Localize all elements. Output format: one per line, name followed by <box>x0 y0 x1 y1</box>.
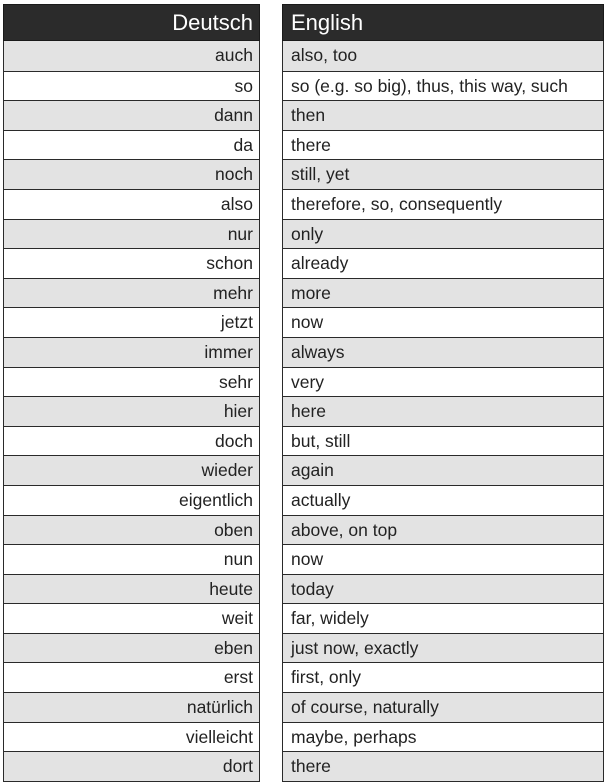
english-translation-cell: still, yet <box>283 159 603 189</box>
german-word-cell: auch <box>4 41 259 71</box>
english-translation-cell: above, on top <box>283 515 603 545</box>
german-word-cell: natürlich <box>4 692 259 722</box>
german-word-cell: vielleicht <box>4 722 259 752</box>
english-translation-cell: of course, naturally <box>283 692 603 722</box>
german-word-cell: nur <box>4 219 259 249</box>
german-word-cell: sehr <box>4 367 259 397</box>
english-rows <box>282 41 604 782</box>
german-word-cell: dort <box>4 751 259 781</box>
german-word-cell: nun <box>4 544 259 574</box>
german-word-cell: hier <box>4 396 259 426</box>
german-word-cell: jetzt <box>4 307 259 337</box>
german-word-cell: immer <box>4 337 259 367</box>
english-translation-cell: again <box>283 455 603 485</box>
english-translation-cell: only <box>283 219 603 249</box>
english-translation-cell: here <box>283 396 603 426</box>
english-translation-cell: more <box>283 278 603 308</box>
english-translation-cell: first, only <box>283 662 603 692</box>
german-word-cell: weit <box>4 603 259 633</box>
german-header: Deutsch <box>3 4 260 41</box>
english-translation-cell: today <box>283 574 603 604</box>
german-word-cell: mehr <box>4 278 259 308</box>
english-translation-cell: very <box>283 367 603 397</box>
german-word-cell: doch <box>4 426 259 456</box>
english-translation-cell: then <box>283 100 603 130</box>
german-rows <box>3 41 260 782</box>
german-word-cell: erst <box>4 662 259 692</box>
german-word-cell: schon <box>4 248 259 278</box>
german-word-cell: so <box>4 71 259 101</box>
english-translation-cell: always <box>283 337 603 367</box>
english-translation-cell: maybe, perhaps <box>283 722 603 752</box>
english-translation-cell: so (e.g. so big), thus, this way, such <box>283 71 603 101</box>
german-column <box>3 4 260 782</box>
german-word-cell: heute <box>4 574 259 604</box>
english-translation-cell: but, still <box>283 426 603 456</box>
german-word-cell: eigentlich <box>4 485 259 515</box>
english-translation-cell: also, too <box>283 41 603 71</box>
english-translation-cell: actually <box>283 485 603 515</box>
english-translation-cell: therefore, so, consequently <box>283 189 603 219</box>
german-word-cell: eben <box>4 633 259 663</box>
english-translation-cell: just now, exactly <box>283 633 603 663</box>
german-word-cell: oben <box>4 515 259 545</box>
english-column <box>282 4 604 782</box>
english-translation-cell: now <box>283 307 603 337</box>
english-translation-cell: there <box>283 751 603 781</box>
german-word-cell: also <box>4 189 259 219</box>
german-word-cell: noch <box>4 159 259 189</box>
english-translation-cell: far, widely <box>283 603 603 633</box>
german-word-cell: da <box>4 130 259 160</box>
english-header: English <box>282 4 604 41</box>
german-word-cell: wieder <box>4 455 259 485</box>
english-translation-cell: there <box>283 130 603 160</box>
english-translation-cell: already <box>283 248 603 278</box>
english-translation-cell: now <box>283 544 603 574</box>
german-word-cell: dann <box>4 100 259 130</box>
